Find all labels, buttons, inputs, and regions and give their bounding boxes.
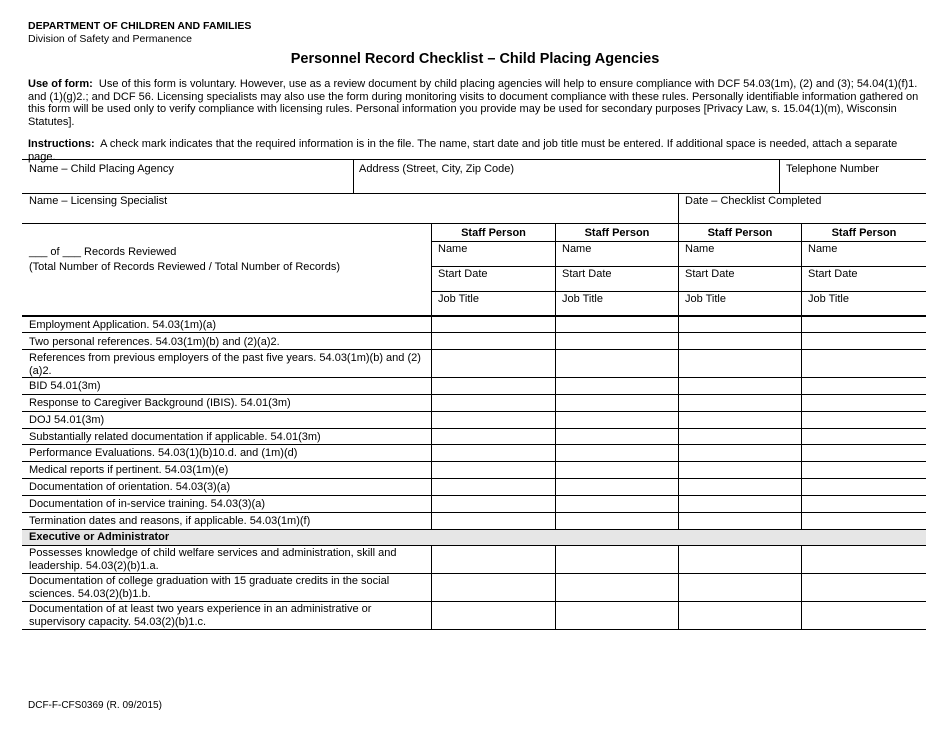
use-of-form-text: Use of this form is voluntary. However, use as a review document by child placing agencies will help to ensure compliance with DCF 54.03(1m), (2) and (3); 54.04(1)(f)1. and (1)(g)2.; and DCF 56. Licensing specialists may also use the form during monitoring visits to document compliance with these rules. Personally identifiable information gathered on this form will be used only to verify compliance with licensing rules. Personal information you provide may be used for secondary purposes [Privacy Law, s. 15.04(1)(m), Wisconsin Statutes]. (28, 78, 919, 128)
exec-section-header: Executive or Administrator (29, 531, 170, 543)
divider (22, 529, 926, 530)
department-name: DEPARTMENT OF CHILDREN AND FAMILIES (28, 20, 252, 32)
staff-person-header-1: Staff Person (461, 227, 526, 239)
staff-3-job-title-field[interactable]: Job Title (685, 293, 726, 305)
staff-2-name-field[interactable]: Name (562, 243, 592, 255)
checklist-row-label: Performance Evaluations. 54.03(1)(b)10.d. and (1m)(d) (29, 447, 298, 459)
staff-1-name-field[interactable]: Name (438, 243, 468, 255)
address-field[interactable]: Address (Street, City, Zip Code) (359, 163, 515, 175)
staff-3-start-date-field[interactable]: Start Date (685, 268, 735, 280)
exec-row-label: Documentation of at least two years experience in an administrative or supervisory capacity. 54.03(2)(b)1.c. (29, 603, 372, 628)
exec-row-label: Possesses knowledge of child welfare services and administration, skill and leadership. 54.03(2)(b)1.a. (29, 547, 397, 572)
staff-1-job-title-field[interactable]: Job Title (438, 293, 479, 305)
checklist-row-label: References from previous employers of the past five years. 54.03(1m)(b) and (2)(a)2. (29, 352, 421, 377)
divider (678, 223, 679, 529)
divider (22, 495, 926, 496)
licensing-specialist-field[interactable]: Name – Licensing Specialist (29, 195, 168, 207)
staff-person-header-4: Staff Person (831, 227, 897, 239)
divider (22, 629, 926, 630)
divider (22, 223, 926, 224)
page-title: Personnel Record Checklist – Child Placing Agencies (290, 51, 660, 67)
divider (22, 478, 926, 479)
divider (431, 545, 432, 629)
divider (22, 545, 926, 546)
agency-name-field[interactable]: Name – Child Placing Agency (29, 163, 174, 175)
divider (678, 193, 679, 223)
staff-2-job-title-field[interactable]: Job Title (562, 293, 603, 305)
divider (22, 159, 926, 160)
instructions-label: Instructions: (28, 138, 95, 150)
telephone-field[interactable]: Telephone Number (786, 163, 879, 175)
divider (22, 601, 926, 602)
staff-4-job-title-field[interactable]: Job Title (808, 293, 849, 305)
divider (22, 461, 926, 462)
divider (22, 428, 926, 429)
exec-row-label: Documentation of college graduation with 15 graduate credits in the social sciences. 54.03(2)(b)1.b. (29, 575, 390, 600)
instructions-text: A check mark indicates that the required information is in the file. The name, start date and job title must be entered. If additional space is needed, attach a separate page. (28, 138, 898, 163)
staff-1-start-date-field[interactable]: Start Date (438, 268, 488, 280)
divider (22, 394, 926, 395)
staff-person-header-2: Staff Person (584, 227, 650, 239)
records-reviewed-note: (Total Number of Records Reviewed / Total Number of Records) (29, 261, 340, 273)
divider (22, 444, 926, 445)
date-completed-field[interactable]: Date – Checklist Completed (685, 195, 822, 207)
divider (555, 223, 556, 529)
checklist-row-label: Response to Caregiver Background (IBIS). 54.01(3m) (29, 397, 291, 409)
divider (22, 332, 926, 333)
checklist-row-label: Substantially related documentation if applicable. 54.01(3m) (29, 431, 321, 443)
divider (678, 545, 679, 629)
divider (22, 573, 926, 574)
divider (779, 159, 780, 193)
staff-2-start-date-field[interactable]: Start Date (562, 268, 612, 280)
form-number: DCF-F-CFS0369 (R. 09/2015) (28, 700, 162, 711)
divider (22, 349, 926, 350)
use-of-form-paragraph (28, 78, 922, 128)
divider (431, 223, 432, 529)
staff-3-name-field[interactable]: Name (685, 243, 715, 255)
checklist-row-label: BID 54.01(3m) (29, 380, 101, 392)
staff-person-header-3: Staff Person (707, 227, 773, 239)
divider (801, 545, 802, 629)
checklist-row-label: Documentation of in-service training. 54.03(3)(a) (29, 498, 266, 510)
staff-4-name-field[interactable]: Name (808, 243, 838, 255)
checklist-row-label: Employment Application. 54.03(1m)(a) (29, 319, 217, 331)
checklist-row-label: Two personal references. 54.03(1m)(b) and (2)(a)2. (29, 336, 280, 348)
divider (22, 315, 926, 317)
checklist-row-label: Documentation of orientation. 54.03(3)(a) (29, 481, 231, 493)
records-reviewed-line[interactable]: ___ of ___ Records Reviewed (29, 246, 177, 258)
division-name: Division of Safety and Permanence (28, 33, 193, 45)
divider (555, 545, 556, 629)
divider (353, 159, 354, 193)
divider (22, 411, 926, 412)
staff-4-start-date-field[interactable]: Start Date (808, 268, 858, 280)
checklist-row-label: Medical reports if pertinent. 54.03(1m)(e) (29, 464, 229, 476)
divider (801, 223, 802, 529)
divider (22, 193, 926, 194)
use-of-form-label: Use of form: (28, 78, 93, 90)
checklist-row-label: DOJ 54.01(3m) (29, 414, 105, 426)
divider (22, 512, 926, 513)
checklist-row-label: Termination dates and reasons, if applicable. 54.03(1m)(f) (29, 515, 311, 527)
divider (22, 377, 926, 378)
